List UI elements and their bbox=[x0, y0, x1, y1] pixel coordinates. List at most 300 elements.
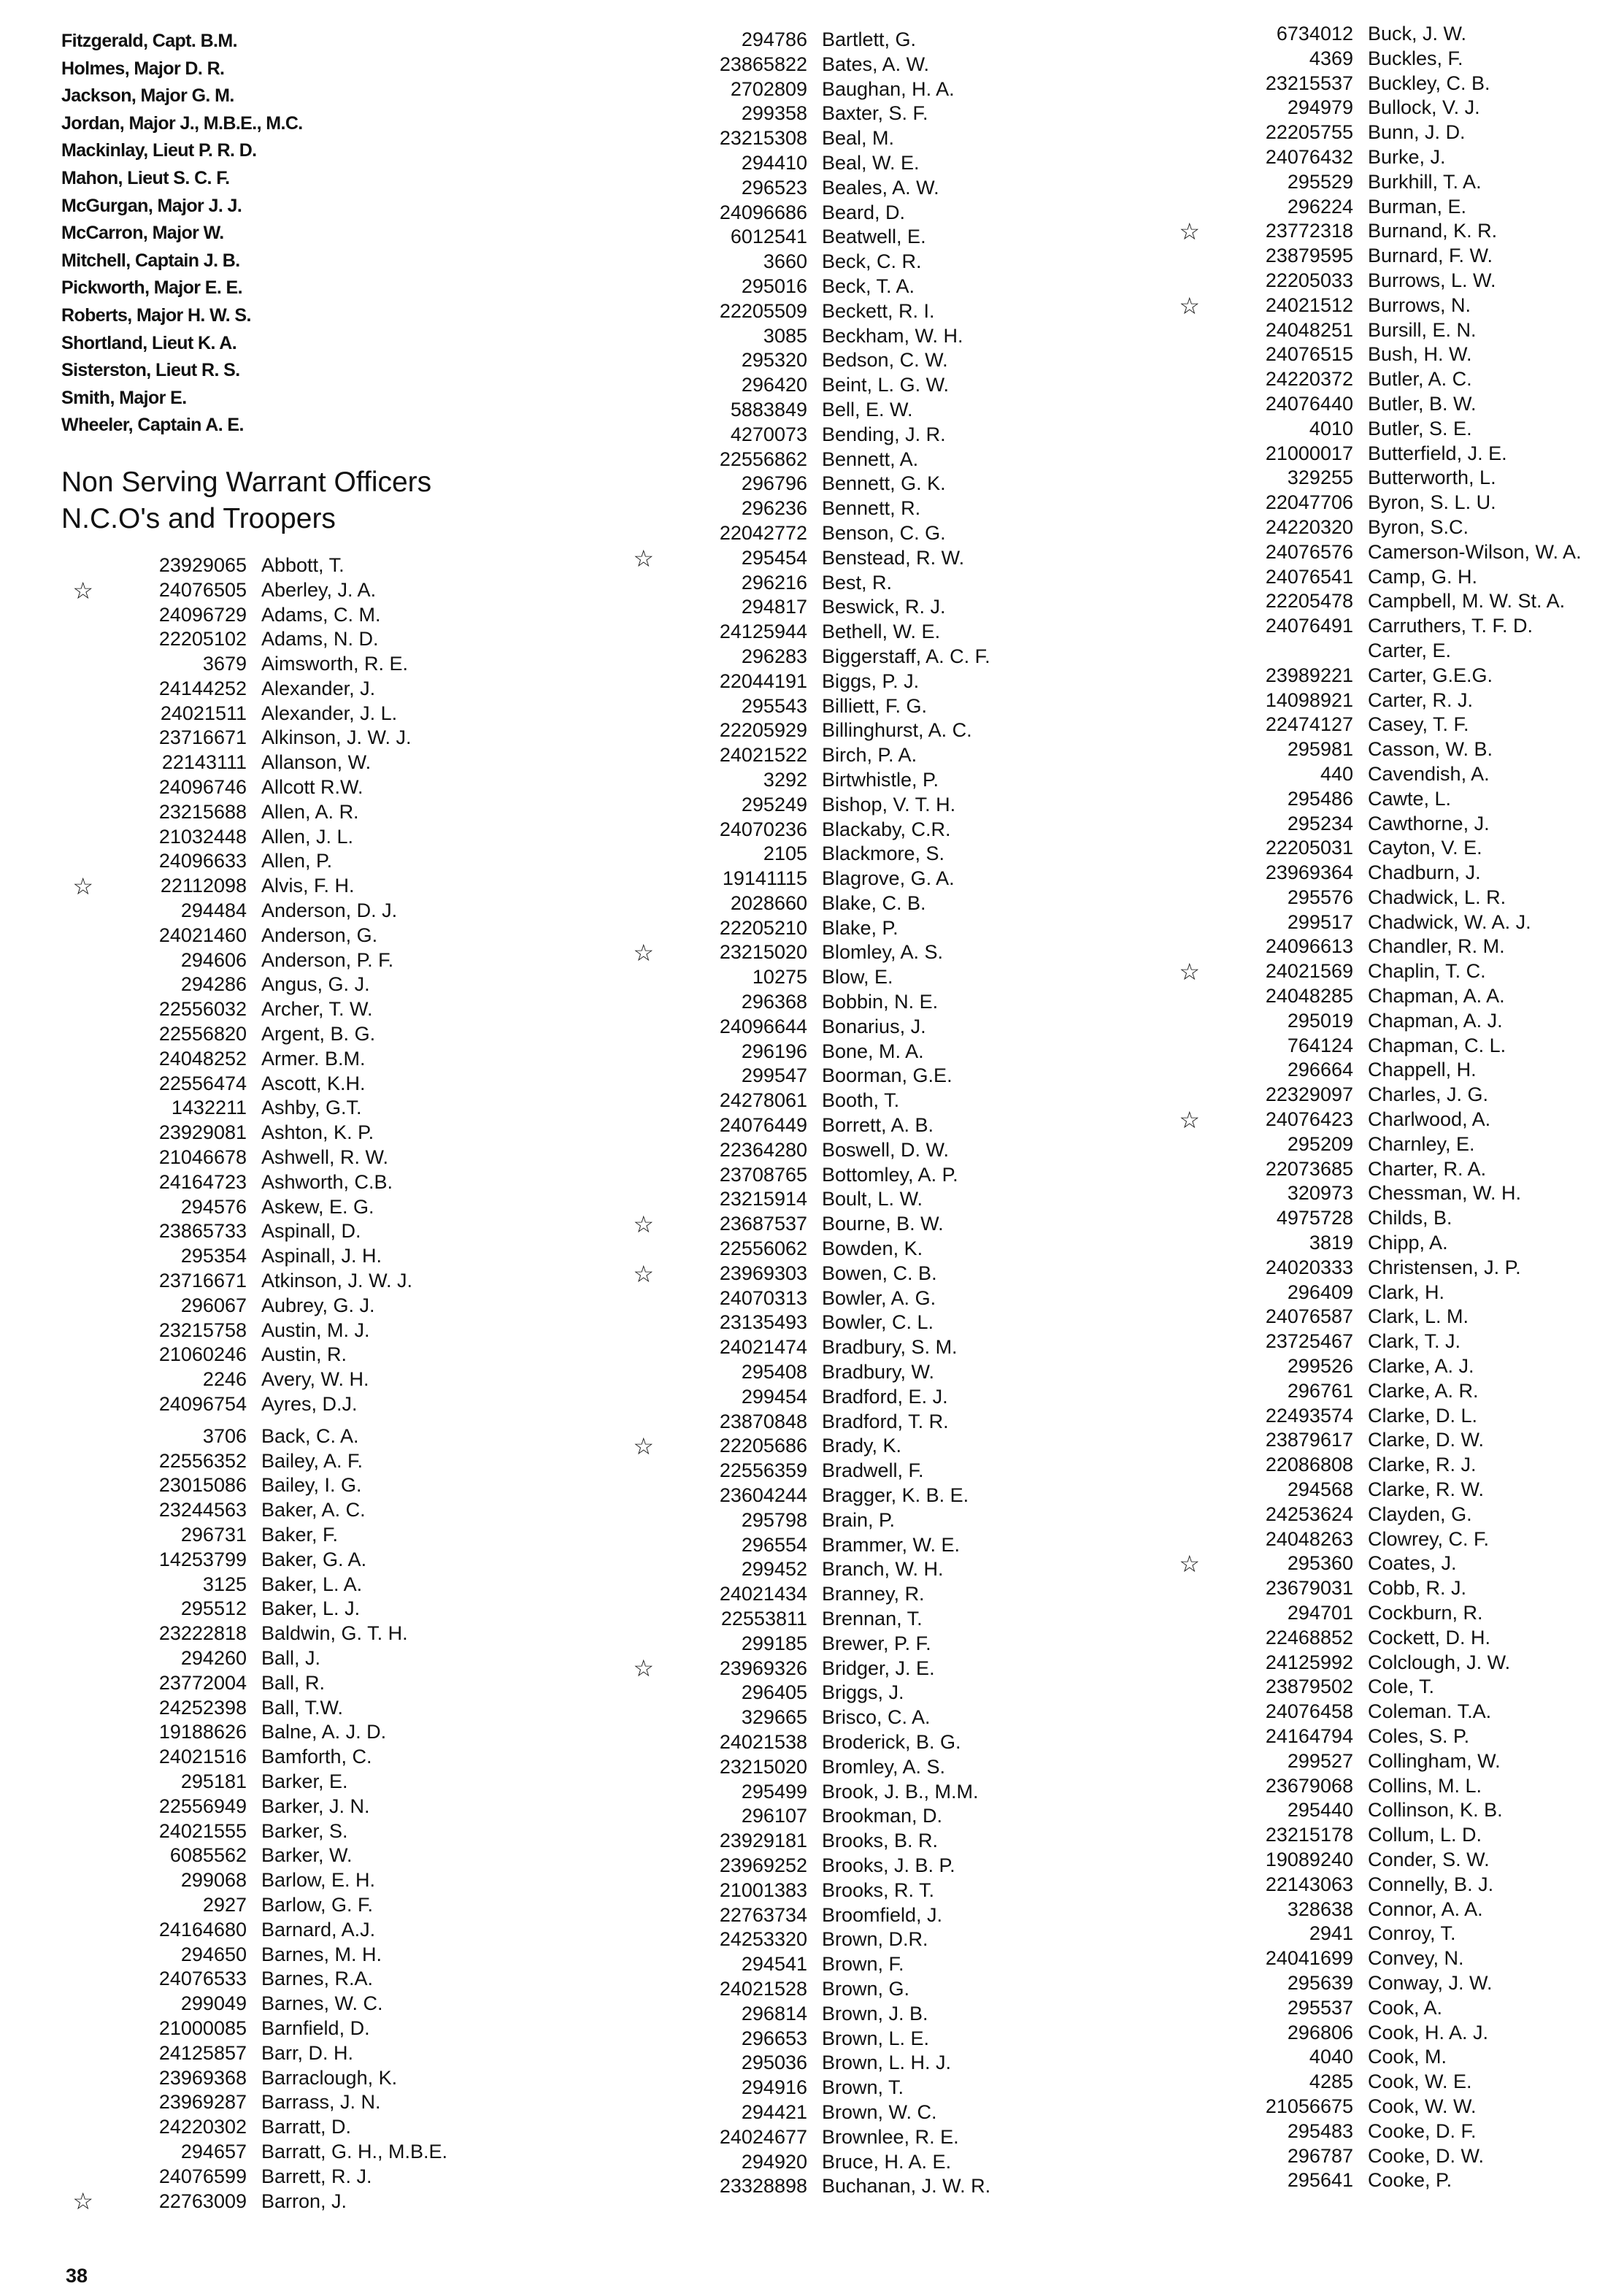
service-number: 22143111 bbox=[161, 751, 247, 774]
star-icon: ☆ bbox=[633, 545, 654, 572]
list-item bbox=[622, 1237, 1104, 1262]
person-name: Chadwick, L. R. bbox=[1368, 886, 1506, 908]
list-item bbox=[622, 1187, 1104, 1212]
star-icon: ☆ bbox=[1179, 292, 1200, 319]
service-number: 14098921 bbox=[1265, 688, 1353, 711]
person-name: Clark, L. M. bbox=[1368, 1305, 1469, 1328]
person-name: Billinghurst, A. C. bbox=[822, 719, 972, 742]
list-item bbox=[622, 2002, 1104, 2027]
service-number: 22556062 bbox=[719, 1237, 807, 1260]
list-item bbox=[1168, 1058, 1606, 1083]
list-item bbox=[61, 1498, 572, 1523]
service-number: 23215178 bbox=[1265, 1824, 1353, 1846]
service-number: 296283 bbox=[741, 645, 807, 667]
person-name: Barker, W. bbox=[261, 1844, 353, 1867]
person-name: Ashworth, C.B. bbox=[261, 1170, 393, 1193]
person-name: Bennett, A. bbox=[822, 448, 919, 470]
list-item bbox=[622, 1829, 1104, 1854]
service-number: 21000085 bbox=[158, 2016, 247, 2039]
person-name: Charles, J. G. bbox=[1368, 1083, 1489, 1106]
service-number: 295576 bbox=[1287, 886, 1353, 908]
person-name: Carter, G.E.G. bbox=[1368, 664, 1493, 686]
list-item bbox=[1168, 910, 1606, 935]
list-item bbox=[622, 669, 1104, 694]
service-number: 19188626 bbox=[158, 1721, 247, 1743]
service-number: 21056675 bbox=[1265, 2095, 1353, 2117]
service-number: 6734012 bbox=[1276, 23, 1353, 45]
service-number: 295499 bbox=[741, 1780, 807, 1803]
person-name: Best, R. bbox=[822, 571, 893, 594]
person-name: Brown, T. bbox=[822, 2076, 904, 2099]
person-name: Bartlett, G. bbox=[822, 28, 917, 50]
person-name: Ayres, D.J. bbox=[261, 1393, 358, 1415]
list-item bbox=[1168, 466, 1606, 491]
list-item bbox=[1168, 984, 1606, 1009]
person-name: Brown, L. H. J. bbox=[822, 2052, 952, 2074]
list-item bbox=[61, 1146, 572, 1170]
list-item bbox=[61, 825, 572, 850]
person-name: Carter, R. J. bbox=[1368, 688, 1474, 711]
person-name: Ascott, K.H. bbox=[261, 1072, 366, 1094]
star-icon: ☆ bbox=[633, 1655, 654, 1682]
person-name: Camp, G. H. bbox=[1368, 565, 1478, 588]
person-name: Bailey, I. G. bbox=[261, 1474, 362, 1497]
service-number: 23215688 bbox=[158, 800, 247, 823]
service-number: 22553811 bbox=[720, 1608, 807, 1630]
service-number: 24096613 bbox=[1265, 935, 1353, 958]
list-item bbox=[622, 1705, 1104, 1730]
list-item bbox=[622, 1780, 1104, 1805]
person-name: Buchanan, J. W. R. bbox=[822, 2175, 991, 2198]
service-number: 4285 bbox=[1309, 2071, 1353, 2093]
service-number: 296554 bbox=[741, 1533, 807, 1556]
star-icon: ☆ bbox=[633, 1433, 654, 1460]
person-name: Cook, W. E. bbox=[1368, 2071, 1472, 2093]
list-item bbox=[1168, 1132, 1606, 1157]
service-number: 23929181 bbox=[719, 1830, 807, 1852]
list-item bbox=[622, 201, 1104, 226]
star-icon: ☆ bbox=[1179, 1551, 1200, 1578]
list-item bbox=[622, 571, 1104, 596]
person-name: Cawte, L. bbox=[1368, 787, 1452, 810]
person-name: Brewer, P. F. bbox=[822, 1632, 931, 1654]
service-number: 296409 bbox=[1287, 1281, 1353, 1303]
service-number: 329255 bbox=[1287, 467, 1353, 489]
service-number: 299547 bbox=[741, 1064, 807, 1087]
list-item bbox=[1168, 787, 1606, 812]
service-number: 19141115 bbox=[722, 867, 807, 890]
person-name: Austin, M. J. bbox=[261, 1319, 370, 1341]
list-item bbox=[622, 842, 1104, 867]
list-item bbox=[622, 645, 1104, 669]
list-item bbox=[61, 1795, 572, 1819]
service-number: 24164723 bbox=[158, 1170, 247, 1193]
list-item bbox=[622, 768, 1104, 793]
person-name: Burman, E. bbox=[1368, 195, 1467, 218]
list-item bbox=[1168, 47, 1606, 72]
person-name: Alvis, F. H. bbox=[261, 875, 355, 897]
person-name: Brookman, D. bbox=[822, 1805, 943, 1827]
person-name: Coles, S. P. bbox=[1368, 1724, 1470, 1747]
person-name: Buck, J. W. bbox=[1368, 23, 1467, 45]
service-number: 23215758 bbox=[158, 1319, 247, 1341]
service-number: 294260 bbox=[180, 1646, 247, 1669]
service-number: 22493574 bbox=[1265, 1404, 1353, 1427]
service-number: 296814 bbox=[741, 2002, 807, 2025]
list-item bbox=[61, 1343, 572, 1367]
list-item bbox=[622, 1903, 1104, 1928]
service-number: 22556359 bbox=[719, 1459, 807, 1482]
list-item bbox=[622, 1385, 1104, 1410]
person-name: Alkinson, J. W. J. bbox=[261, 726, 412, 749]
service-number: 2028660 bbox=[730, 891, 807, 914]
person-name: Chapman, C. L. bbox=[1368, 1034, 1506, 1056]
list-item bbox=[61, 775, 572, 800]
list-item bbox=[1168, 1576, 1606, 1601]
service-number: 24024677 bbox=[719, 2125, 807, 2148]
officer-entry: Pickworth, Major E. E. bbox=[61, 277, 242, 299]
service-number: 24021516 bbox=[158, 1746, 247, 1768]
service-number: 24096633 bbox=[158, 850, 247, 872]
list-item bbox=[622, 126, 1104, 151]
list-item bbox=[1168, 417, 1606, 442]
person-name: Bridger, J. E. bbox=[822, 1657, 935, 1679]
person-name: Collinson, K. B. bbox=[1368, 1799, 1503, 1822]
service-number: 4369 bbox=[1309, 47, 1353, 69]
officer-entry: McCarron, Major W. bbox=[61, 223, 224, 244]
service-number: 296796 bbox=[741, 472, 807, 495]
list-item bbox=[61, 1195, 572, 1220]
person-name: Barker, E. bbox=[261, 1770, 348, 1792]
list-item bbox=[1168, 1453, 1606, 1478]
service-number: 22112098 bbox=[160, 875, 247, 897]
person-name: Byron, S. L. U. bbox=[1368, 491, 1496, 514]
officer-entry: Jackson, Major G. M. bbox=[61, 85, 234, 107]
list-item bbox=[61, 1121, 572, 1146]
person-name: Allcott R.W. bbox=[261, 776, 363, 799]
person-name: Armer. B.M. bbox=[261, 1047, 366, 1070]
person-name: Coleman. T.A. bbox=[1368, 1700, 1492, 1723]
officer-entry: Mitchell, Captain J. B. bbox=[61, 250, 240, 271]
service-number: 24048252 bbox=[158, 1047, 247, 1070]
page-number: 38 bbox=[66, 2265, 88, 2287]
person-name: Aberley, J. A. bbox=[261, 578, 377, 601]
service-number: 22143063 bbox=[1265, 1873, 1353, 1895]
column-2 bbox=[622, 28, 1104, 2199]
list-item bbox=[1168, 1428, 1606, 1453]
person-name: Benstead, R. W. bbox=[822, 546, 965, 569]
service-number: 295019 bbox=[1287, 1009, 1353, 1032]
list-item bbox=[61, 1548, 572, 1573]
service-number: 295016 bbox=[741, 275, 807, 297]
list-item bbox=[61, 1646, 572, 1671]
list-item bbox=[622, 2125, 1104, 2150]
star-icon: ☆ bbox=[72, 873, 93, 900]
service-number: 24076587 bbox=[1265, 1305, 1353, 1328]
list-item bbox=[1168, 244, 1606, 269]
person-name: Bennett, R. bbox=[822, 497, 921, 520]
service-number: 23244563 bbox=[158, 1499, 247, 1521]
list-item bbox=[61, 800, 572, 825]
person-name: Brown, L. E. bbox=[822, 2027, 930, 2049]
list-item bbox=[1168, 565, 1606, 590]
officer-entry: Roberts, Major H. W. S. bbox=[61, 304, 251, 326]
person-name: Ball, R. bbox=[261, 1671, 326, 1694]
list-item bbox=[622, 1977, 1104, 2002]
service-number: 24076432 bbox=[1265, 145, 1353, 168]
service-number: 295512 bbox=[180, 1597, 247, 1620]
person-name: Beswick, R. J. bbox=[822, 596, 946, 618]
officer-entry: Wheeler, Captain A. E. bbox=[61, 415, 244, 436]
person-name: Anderson, G. bbox=[261, 924, 378, 946]
person-name: Conder, S. W. bbox=[1368, 1848, 1490, 1870]
service-number: 295234 bbox=[1287, 812, 1353, 834]
service-number: 294421 bbox=[741, 2100, 807, 2123]
list-item bbox=[622, 275, 1104, 299]
service-number: 22205686 bbox=[719, 1435, 807, 1457]
service-number: 23328898 bbox=[719, 2175, 807, 2198]
list-item bbox=[1168, 1329, 1606, 1354]
list-item bbox=[61, 874, 572, 899]
person-name: Barnes, R.A. bbox=[261, 1968, 374, 1990]
service-number: 23222818 bbox=[158, 1622, 247, 1645]
person-name: Beint, L. G. W. bbox=[822, 374, 950, 396]
person-name: Cockett, D. H. bbox=[1368, 1626, 1491, 1649]
service-number: 299454 bbox=[741, 1385, 807, 1408]
person-name: Baker, A. C. bbox=[261, 1499, 366, 1521]
star-icon: ☆ bbox=[72, 2188, 93, 2215]
list-item bbox=[622, 225, 1104, 250]
list-item bbox=[61, 1473, 572, 1498]
list-item bbox=[61, 1893, 572, 1918]
person-name: Bush, H. W. bbox=[1368, 343, 1472, 366]
service-number: 764124 bbox=[1287, 1034, 1353, 1056]
service-number: 295249 bbox=[741, 793, 807, 816]
person-name: Blackaby, C.R. bbox=[822, 818, 951, 840]
service-number: 296196 bbox=[741, 1040, 807, 1062]
service-number: 21032448 bbox=[158, 825, 247, 848]
list-item bbox=[622, 1582, 1104, 1607]
service-number: 22763734 bbox=[719, 1903, 807, 1926]
list-item bbox=[622, 1607, 1104, 1632]
list-item bbox=[1168, 1034, 1606, 1059]
person-name: Bowler, C. L. bbox=[822, 1311, 934, 1334]
person-name: Collins, M. L. bbox=[1368, 1774, 1482, 1797]
list-item bbox=[61, 751, 572, 775]
list-item bbox=[1168, 170, 1606, 195]
person-name: Clarke, R. J. bbox=[1368, 1454, 1477, 1476]
service-number: 24278061 bbox=[719, 1089, 807, 1112]
star-icon: ☆ bbox=[633, 940, 654, 967]
list-item bbox=[1168, 688, 1606, 713]
list-item bbox=[622, 1360, 1104, 1385]
person-name: Boswell, D. W. bbox=[822, 1138, 950, 1161]
service-number: 23687537 bbox=[719, 1213, 807, 1235]
list-item bbox=[1168, 515, 1606, 540]
list-item bbox=[622, 940, 1104, 965]
column-1 bbox=[61, 28, 572, 2214]
service-number: 296224 bbox=[1287, 195, 1353, 218]
service-number: 23772318 bbox=[1265, 220, 1353, 242]
list-item bbox=[1168, 836, 1606, 861]
service-number: 295537 bbox=[1287, 1996, 1353, 2019]
person-name: Cooke, D. F. bbox=[1368, 2119, 1477, 2142]
person-name: Burke, J. bbox=[1368, 145, 1446, 168]
person-name: Chappell, H. bbox=[1368, 1059, 1477, 1081]
person-name: Collingham, W. bbox=[1368, 1749, 1501, 1772]
service-number: 24096754 bbox=[158, 1393, 247, 1415]
person-name: Bowler, A. G. bbox=[822, 1286, 936, 1309]
list-item bbox=[622, 1730, 1104, 1755]
person-name: Baker, F. bbox=[261, 1523, 339, 1546]
service-number: 299049 bbox=[180, 1992, 247, 2015]
service-number: 24021555 bbox=[158, 1819, 247, 1842]
service-number: 23989221 bbox=[1265, 664, 1353, 686]
person-name: Chipp, A. bbox=[1368, 1232, 1448, 1254]
service-number: 24144252 bbox=[158, 677, 247, 699]
service-number: 296368 bbox=[741, 991, 807, 1013]
list-item bbox=[1168, 1404, 1606, 1429]
person-name: Brown, W. C. bbox=[822, 2100, 937, 2123]
person-name: Alexander, J. bbox=[261, 677, 376, 699]
service-number: 24021511 bbox=[160, 702, 247, 724]
service-number: 24096644 bbox=[719, 1015, 807, 1037]
list-item bbox=[61, 1294, 572, 1319]
list-item bbox=[1168, 959, 1606, 984]
list-item bbox=[1168, 2095, 1606, 2119]
list-item bbox=[622, 620, 1104, 645]
service-number: 294979 bbox=[1287, 96, 1353, 119]
service-number: 24220372 bbox=[1265, 368, 1353, 391]
person-name: Brady, K. bbox=[822, 1435, 902, 1457]
list-item bbox=[1168, 1256, 1606, 1281]
list-item bbox=[61, 1244, 572, 1269]
person-name: Beal, M. bbox=[822, 127, 895, 150]
person-name: Barr, D. H. bbox=[261, 2041, 354, 2064]
officer-entry: Smith, Major E. bbox=[61, 387, 187, 408]
person-name: Aspinall, J. H. bbox=[261, 1245, 382, 1267]
heading-line-2: N.C.O's and Troopers bbox=[61, 502, 336, 534]
service-number: 23879595 bbox=[1265, 245, 1353, 267]
service-number: 24021528 bbox=[719, 1977, 807, 2000]
list-item bbox=[622, 965, 1104, 990]
list-item bbox=[61, 2041, 572, 2066]
service-number: 294286 bbox=[180, 973, 247, 996]
person-name: Clowrey, C. F. bbox=[1368, 1527, 1490, 1550]
list-item bbox=[1168, 1206, 1606, 1231]
service-number: 294650 bbox=[180, 1943, 247, 1965]
list-item bbox=[61, 1449, 572, 1474]
person-name: Cooke, P. bbox=[1368, 2169, 1452, 2192]
person-name: Connelly, B. J. bbox=[1368, 1873, 1494, 1895]
list-item bbox=[1168, 1281, 1606, 1305]
person-name: Bell, E. W. bbox=[822, 398, 913, 421]
list-item bbox=[61, 1022, 572, 1047]
list-item bbox=[1168, 639, 1606, 664]
person-name: Angus, G. J. bbox=[261, 973, 370, 996]
list-item bbox=[622, 2150, 1104, 2175]
person-name: Bottomley, A. P. bbox=[822, 1163, 958, 1186]
service-number: 296216 bbox=[741, 571, 807, 594]
service-number: 24041699 bbox=[1265, 1947, 1353, 1970]
list-item bbox=[1168, 1181, 1606, 1206]
list-item bbox=[1168, 269, 1606, 293]
service-number: 24021474 bbox=[719, 1336, 807, 1359]
service-number: 23969326 bbox=[719, 1657, 807, 1679]
service-number: 320973 bbox=[1287, 1182, 1353, 1205]
list-item bbox=[622, 1804, 1104, 1829]
person-name: Broderick, B. G. bbox=[822, 1730, 961, 1753]
person-name: Bowen, C. B. bbox=[822, 1262, 937, 1284]
service-number: 296653 bbox=[741, 2027, 807, 2049]
person-name: Bragger, K. B. E. bbox=[822, 1484, 969, 1507]
person-name: Booth, T. bbox=[822, 1089, 900, 1112]
service-number: 23708765 bbox=[719, 1163, 807, 1186]
list-item bbox=[622, 496, 1104, 521]
list-item bbox=[1168, 935, 1606, 959]
service-number: 23135493 bbox=[719, 1311, 807, 1334]
person-name: Christensen, J. P. bbox=[1368, 1256, 1521, 1278]
service-number: 24021569 bbox=[1265, 960, 1353, 983]
service-number: 22086808 bbox=[1265, 1454, 1353, 1476]
service-number: 24070313 bbox=[719, 1286, 807, 1309]
person-name: Clarke, A. J. bbox=[1368, 1355, 1474, 1378]
service-number: 24076491 bbox=[1265, 615, 1353, 637]
service-number: 23865822 bbox=[719, 53, 807, 75]
list-item bbox=[622, 718, 1104, 743]
person-name: Bonarius, J. bbox=[822, 1015, 926, 1037]
service-number: 24125944 bbox=[719, 621, 807, 643]
service-number: 296761 bbox=[1287, 1379, 1353, 1402]
service-number: 328638 bbox=[1287, 1897, 1353, 1920]
list-item bbox=[1168, 1971, 1606, 1996]
list-item bbox=[1168, 442, 1606, 467]
person-name: Aubrey, G. J. bbox=[261, 1294, 375, 1316]
service-number: 24048251 bbox=[1265, 318, 1353, 341]
person-name: Broomfield, J. bbox=[822, 1903, 943, 1926]
person-name: Brammer, W. E. bbox=[822, 1533, 961, 1556]
service-number: 24048263 bbox=[1265, 1527, 1353, 1550]
person-name: Baxter, S. F. bbox=[822, 102, 928, 125]
service-number: 4975728 bbox=[1276, 1207, 1353, 1229]
person-name: Beckham, W. H. bbox=[822, 324, 963, 347]
person-name: Beck, T. A. bbox=[822, 275, 915, 297]
person-name: Boorman, G.E. bbox=[822, 1064, 953, 1087]
person-name: Bradwell, F. bbox=[822, 1459, 924, 1482]
service-number: 24253320 bbox=[719, 1928, 807, 1951]
person-name: Ashton, K. P. bbox=[261, 1121, 374, 1144]
service-number: 23716671 bbox=[158, 1270, 247, 1292]
list-item bbox=[61, 1392, 572, 1417]
list-item bbox=[1168, 1626, 1606, 1651]
service-number: 22205929 bbox=[719, 719, 807, 742]
service-number: 23870848 bbox=[719, 1410, 807, 1432]
person-name: Brownlee, R. E. bbox=[822, 2125, 959, 2148]
person-name: Bobbin, N. E. bbox=[822, 991, 939, 1013]
service-number: 3706 bbox=[202, 1424, 247, 1447]
service-number: 1432211 bbox=[171, 1097, 247, 1119]
person-name: Cayton, V. E. bbox=[1368, 837, 1482, 859]
service-number: 24220320 bbox=[1265, 515, 1353, 538]
person-name: Bennett, G. K. bbox=[822, 472, 946, 495]
list-item bbox=[61, 997, 572, 1022]
service-number: 295529 bbox=[1287, 170, 1353, 193]
service-number: 295486 bbox=[1287, 787, 1353, 810]
service-number: 24020333 bbox=[1265, 1256, 1353, 1278]
list-item bbox=[622, 1508, 1104, 1533]
person-name: Borrett, A. B. bbox=[822, 1114, 934, 1137]
officer-entry: Fitzgerald, Capt. B.M. bbox=[61, 31, 237, 51]
